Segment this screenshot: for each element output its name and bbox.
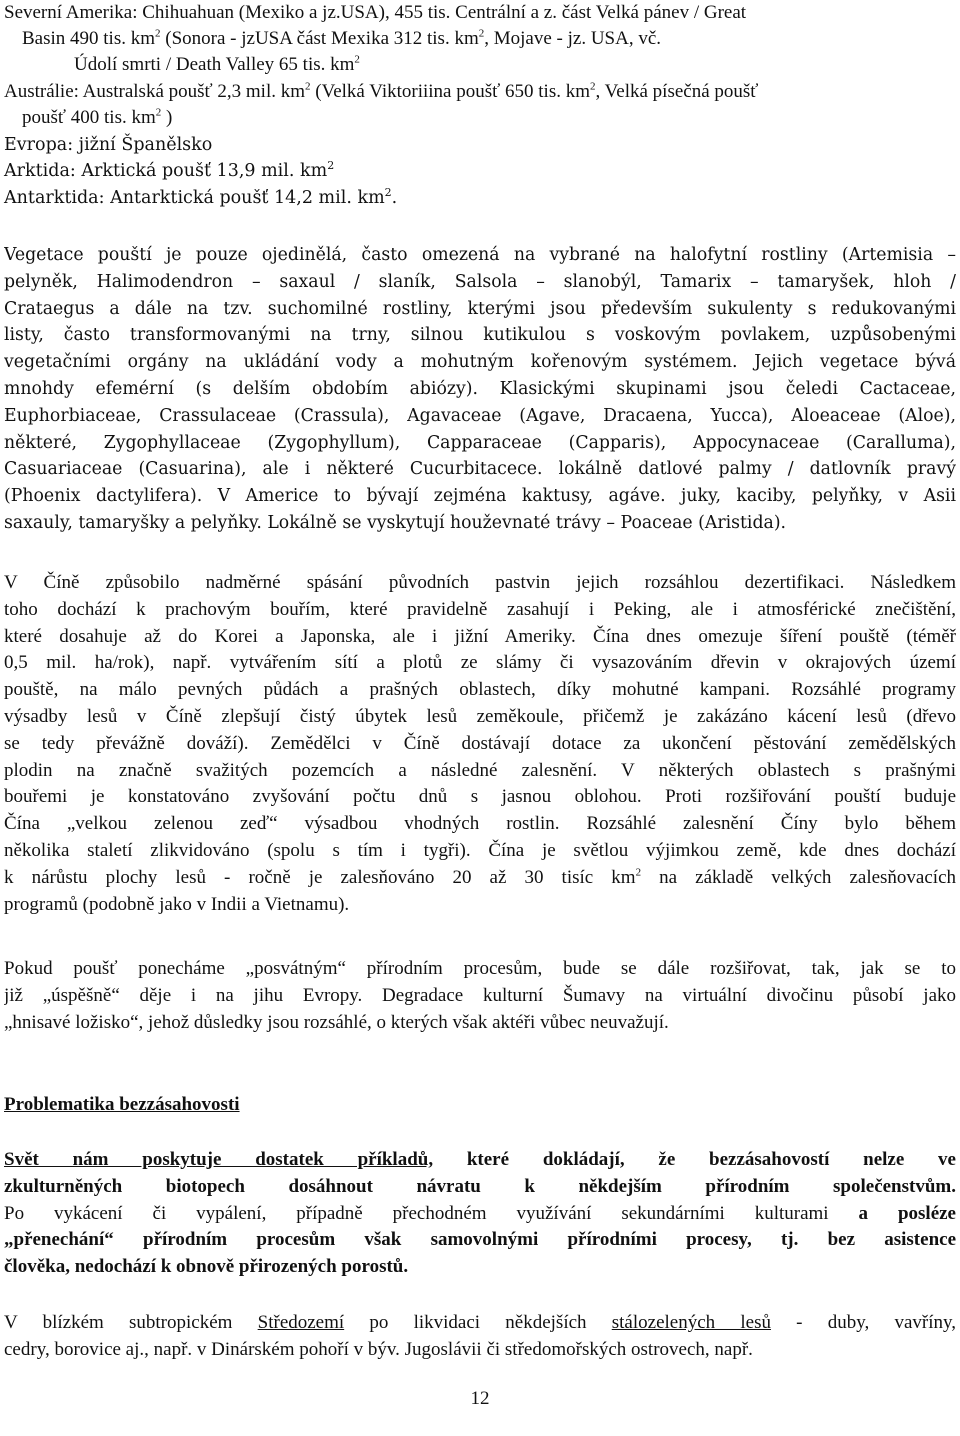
list-europe: Evropa: jižní Španělsko (4, 135, 213, 155)
link-stalozelene-lesy[interactable]: stálozelených lesů (611, 1312, 771, 1333)
paragraph-bezzasahovost: Svět nám poskytuje dostatek příkladů, které dokládají, že bezzásahovostí nelze ve zkulturněných biotopech dosáhnout návratu k někdejším přírodním společenstvům. Po vykácení či vypálení, případně přechodném využívání sekundárními kulturami a posléze „přenechání“ přírodním procesům však samovolnými přírodními procesy, tj. bez asistence člověka, nedochází k obnově přirozených porostů. (4, 1149, 956, 1278)
list-antarctica: Antarktida: Antarktická poušť 14,2 mil. $km^2$. (4, 186, 398, 208)
link-stredozemi[interactable]: Středozemí (257, 1312, 345, 1333)
paragraph-china: V Číně způsobilo nadměrné spásání původních pastvin jejich rozsáhlou dezertifikaci. Následkem toho dochází k prachovým bouřím, které pravidelně zasahují i Peking, ale i atmosférické znečištění, které dosahuje až do Korei a Japonska, ale i jižní Ameriky. Čína dnes omezuje šíření pouště (téměř 0,5 mil. ha/rok), např. vytvářením sítí a plotů ze slámy či vysazováním dřevin v okrajových území pouště, na málo pevných půdách a prašných oblastech, díky mohutné kampani. Rozsáhlé programy výsadby lesů v Číně zlepšují čistý úbytek lesů zeměkoule, přičemž je zakázáno kácení lesů (dřevo se tedy převážně dováží). Zemědělci v Číně dostávají dotace za ukončení pěstování zemědělských plodin na značně svažitých pozemcích a následné zalesnění. V některých oblastech s prašnými bouřemi je konstatováno zvyšování počtu dnů s jasnou oblohou. Proti rozšiřování pouští buduje Čína „velkou zelenou zeď“ výsadbou vhodných rostlin. Rozsáhlé zalesnění Číny bylo během několika staletí zlikvidováno (spolu s tím i tygři). Čína je světlou výjimkou země, kde dnes dochází k nárůstu plochy lesů - ročně je zalesňováno 20 až 30 tisíc $km^2$ na základě velkých zalesňovacích programů (podobně jako v Indii a Vietnamu). (4, 572, 956, 915)
section-heading: Problematika bezzásahovosti (4, 1094, 240, 1115)
list-north-america-2: Basin 490 tis. $km^2$ (Sonora - jzUSA část Mexika 312 tis. $km^2$, Mojave - jz. USA, vč. (22, 27, 662, 49)
paragraph-sumava: Pokud poušť ponecháme „posvátným“ přírodním procesům, bude se dále rozšiřovat, tak, jak se to již „úspěšně“ děje i na jihu Evropy. Degradace kulturní Šumavy na virtuální divočinu působí jako „hnisavé ložisko“, jehož důsledky jsou rozsáhlé, o kterých však aktéři vůbec neuvažují. (4, 958, 956, 1033)
list-australia-2: poušť 400 tis. $km^2$ ) (22, 106, 173, 128)
list-arctic: Arktida: Arktická poušť 13,9 mil. $km^2$ (4, 159, 335, 181)
paragraph-vegetation: Vegetace pouští je pouze ojedinělá, často omezená na vybrané na halofytní rostliny (Artemisia – pelyněk, Halimodendron – saxaul / slaník, Salsola – slanobýl, Tamarix – tamaryšek, hloh / Crataegus a dále na tzv. suchomilné rostliny, kterými jsou především sukulenty s redukovanými listy, často transformovanými na trny, silnou kutikulou s voskovým povlakem, uzpůsobenými vegetačními orgány na ukládání vody a mohutným kořenovým systémem. Jejich vegetace bývá mnohdy efemérní (s delším obdobím abiózy). Klasickými skupinami jsou čeledi Cactaceae, Euphorbiaceae, Crassulaceae (Crassula), Agavaceae (Agave, Dracaena, Yucca), Aloeaceae (Aloe), některé, Zygophyllaceae (Zygophyllum), Capparaceae (Capparis), Appocynaceae (Caralluma), Casuariaceae (Casuarina), ale i některé Cucurbitacece. lokálně datlové palmy / datlovník pravý (Phoenix dactylifera). V Americe to bývají zejména kaktusy, agáve. juky, kaciby, pelyňky, v Asii saxauly, tamaryšky a pelyňky. Lokálně se vyskytují houževnaté trávy – Poaceae (Aristida). (4, 245, 956, 533)
page-number: 12 (470, 1388, 490, 1409)
list-north-america-1: Severní Amerika: Chihuahuan (Mexiko a jz.USA), 455 tis. Centrální a z. část Velká pánev / Great (4, 2, 747, 23)
list-north-america-3: Údolí smrti / Death Valley 65 tis. $km^2$ (74, 53, 360, 75)
list-australia-1: Austrálie: Australská poušť 2,3 mil. $km^2$ (Velká Viktoriiina poušť 650 tis. $km^2$, Velká písečná poušť (4, 80, 759, 102)
paragraph-mediterranean: V blízkém subtropickém Středozemí po likvidaci někdejších stálozelených lesů - duby, vavříny, cedry, borovice aj., např. v Dinárském pohoří v býv. Jugoslávii či středomořských ostrovech, např. (4, 1312, 956, 1360)
